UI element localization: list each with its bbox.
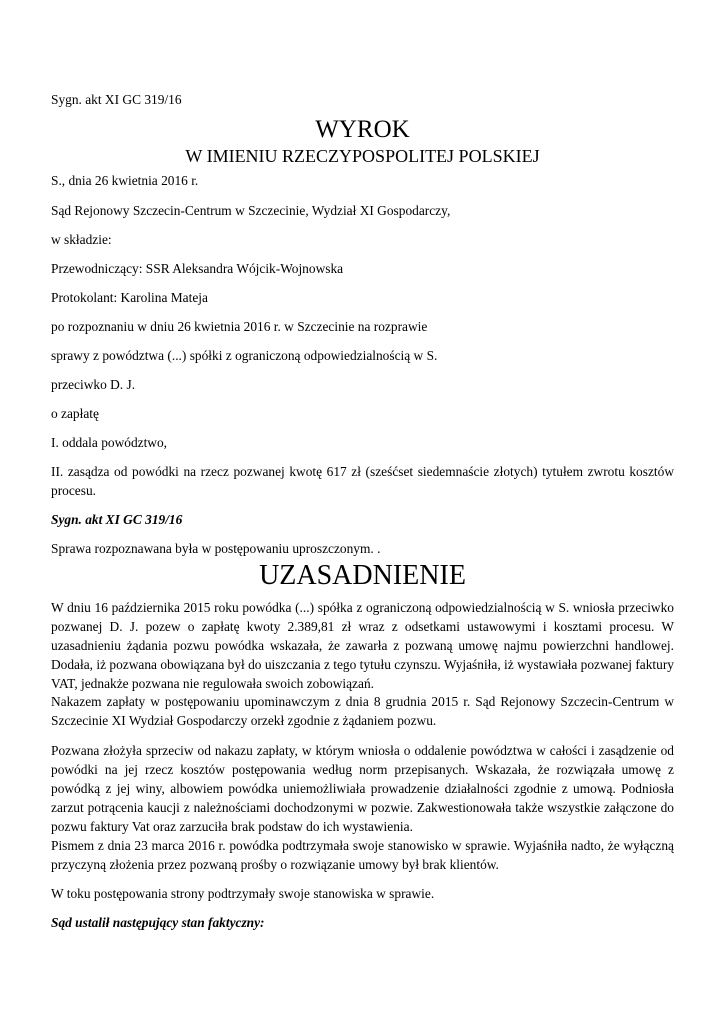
- procedure-note: Sprawa rozpoznawana była w postępowaniu uproszczonym. .: [51, 541, 381, 556]
- court-name: Sąd Rejonowy Szczecin-Centrum w Szczecinie, Wydział XI Gospodarczy,: [51, 203, 451, 218]
- case-subject: o zapłatę: [51, 406, 99, 421]
- justification-paragraph: W toku postępowania strony podtrzymały swoje stanowiska w sprawie.: [51, 886, 435, 901]
- justification-title: UZASADNIENIE: [259, 560, 466, 591]
- case-from: sprawy z powództwa (...) spółki z ograniczoną odpowiedzialnością w S.: [51, 348, 438, 363]
- justification-paragraph: W dniu 16 października 2015 roku powódka (...) spółka z ograniczoną odpowiedzialnością w S. wniosła przeciwko pozwanej D. J. pozew o zapłatę kwoty 2.389,81 zł wraz z odsetkami ustawowymi i kosztami procesu. W uzasadnieniu żądania pozwu powódka wskazała, że zawarła z pozwaną umowę najmu powierzchni handlowej. Dodała, iż pozwana obowiązana był do uiszczania z tego tytułu czynszu. Wyjaśniła, iż wystawiała pozwanej faktury VAT, jednakże pozwana nie regulowała swoich zobowiązań.: [51, 600, 674, 691]
- justification-paragraph: Nakazem zapłaty w postępowaniu upominawczym z dnia 8 grudnia 2015 r. Sąd Rejonowy Szczecin-Centrum w Szczecinie XI Wydział Gospodarczy orzekł zgodnie z żądaniem pozwu.: [51, 694, 674, 728]
- place-date: S., dnia 26 kwietnia 2016 r.: [51, 173, 199, 188]
- hearing-info: po rozpoznaniu w dniu 26 kwietnia 2016 r. w Szczecinie na rozprawie: [51, 319, 428, 334]
- presiding-judge: Przewodniczący: SSR Aleksandra Wójcik-Wojnowska: [51, 261, 344, 276]
- document-page: [51, 0, 674, 1024]
- composition-label: w składzie:: [51, 232, 112, 247]
- justification-paragraph: Pismem z dnia 23 marca 2016 r. powódka podtrzymała swoje stanowisko w sprawie. Wyjaśniła nadto, że wyłączną przyczyną złożenia przez pozwaną prośby o rozwiązanie umowy był brak klientów.: [51, 838, 674, 872]
- court-clerk: Protokolant: Karolina Mateja: [51, 290, 208, 305]
- case-against: przeciwko D. J.: [51, 377, 136, 392]
- verdict-point-2: II. zasądza od powódki na rzecz pozwanej kwotę 617 zł (sześćset siedemnaście złotych) tytułem zwrotu kosztów procesu.: [51, 464, 674, 498]
- case-signature-justification: Sygn. akt XI GC 319/16: [51, 512, 183, 527]
- justification-paragraph: Pozwana złożyła sprzeciw od nakazu zapłaty, w którym wniosła o oddalenie powództwa w całości i zasądzenie od powódki na jej rzecz kosztów postępowania według norm przepisanych. Wskazała, że rozwiązała umowę z powódką z jej winy, albowiem powódka uniemożliwiała prowadzenie działalności zgodnie z umową. Podniosła zarzut potrącenia kaucji z należnościami dochodzonymi w pozwie. Zakwestionowała także wszystkie załączone do pozwu faktury Vat oraz zarzuciła brak podstaw do ich wystawienia.: [51, 743, 674, 834]
- facts-heading: Sąd ustalił następujący stan faktyczny:: [51, 915, 265, 930]
- verdict-title: WYROK: [315, 116, 410, 143]
- verdict-point-1: I. oddala powództwo,: [51, 435, 168, 450]
- verdict-subtitle: W IMIENIU RZECZYPOSPOLITEJ POLSKIEJ: [185, 146, 540, 166]
- case-signature-top: Sygn. akt XI GC 319/16: [51, 92, 182, 107]
